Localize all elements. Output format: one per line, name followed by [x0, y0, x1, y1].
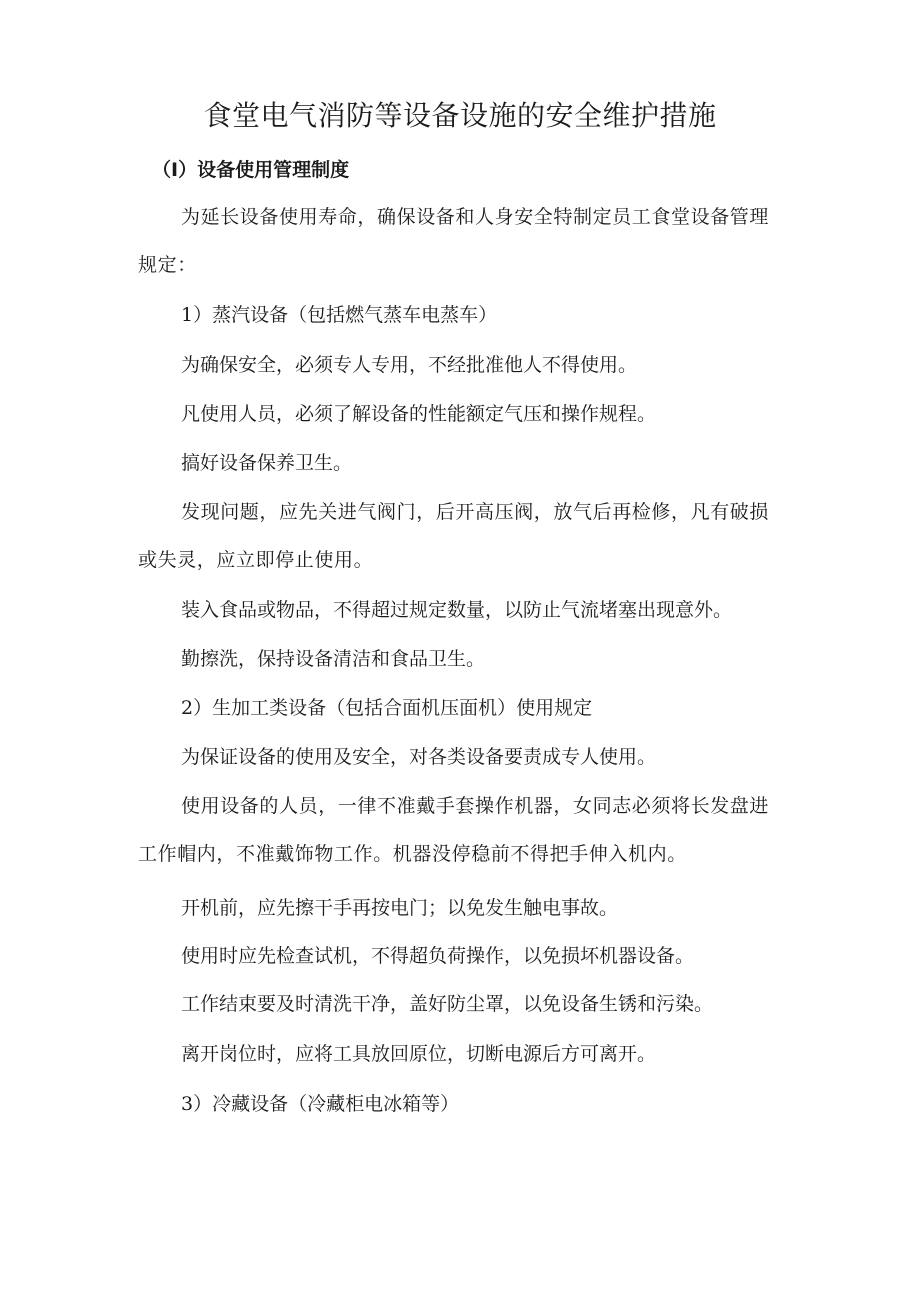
paragraph-cold-storage-heading: 3）冷藏设备（冷藏柜电冰箱等） [181, 1093, 460, 1115]
paragraph-processing-heading: 2）生加工类设备（包括合面机压面机）使用规定 [181, 697, 593, 719]
paragraph-steam-4: 发现问题，应先关进气阀门，后开高压阀，放气后再检修，凡有破损或失灵，应立即停止使用。 [138, 501, 770, 571]
paragraph-processing-4: 使用时应先检查试机，不得超负荷操作，以免损坏机器设备。 [181, 945, 695, 967]
document-title: 食堂电气消防等设备设施的安全维护措施 [203, 99, 717, 132]
paragraph-intro: 为延长设备使用寿命，确保设备和人身安全特制定员工食堂设备管理规定： [138, 206, 770, 276]
paragraph-processing-5: 工作结束要及时清洗干净，盖好防尘罩，以免设备生锈和污染。 [181, 993, 714, 1015]
paragraph-steam-2: 凡使用人员，必须了解设备的性能额定气压和操作规程。 [181, 403, 657, 425]
paragraph-steam-1: 为确保安全，必须专人专用，不经批准他人不得使用。 [181, 354, 638, 376]
paragraph-steam-heading: 1）蒸汽设备（包括燃气蒸车电蒸车） [181, 304, 498, 326]
paragraph-processing-6: 离开岗位时，应将工具放回原位，切断电源后方可离开。 [181, 1043, 657, 1065]
paragraph-processing-1: 为保证设备的使用及安全，对各类设备要责成专人使用。 [181, 746, 657, 768]
section-heading: （I）设备使用管理制度 [152, 159, 350, 181]
paragraph-steam-6: 勤擦洗，保持设备清洁和食品卫生。 [181, 648, 486, 670]
paragraph-processing-3: 开机前，应先擦干手再按电门；以免发生触电事故。 [181, 897, 619, 919]
paragraph-steam-5: 装入食品或物品，不得超过规定数量，以防止气流堵塞出现意外。 [181, 599, 733, 621]
paragraph-steam-3: 搞好设备保养卫生。 [181, 452, 353, 474]
paragraph-processing-2: 使用设备的人员，一律不准戴手套操作机器，女同志必须将长发盘进工作帽内，不准戴饰物工作。机器没停稳前不得把手伸入机内。 [138, 795, 770, 865]
